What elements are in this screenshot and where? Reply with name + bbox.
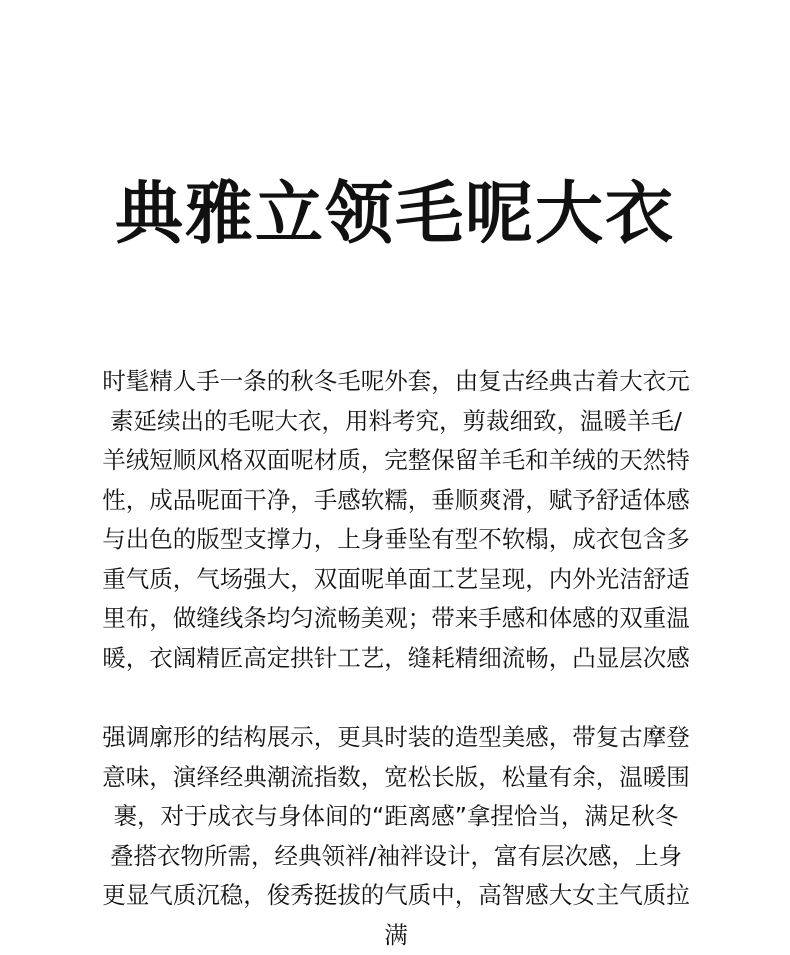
paragraph-line: 重气质，气场强大，双面呢单面工艺呈现，内外光洁舒适 (102, 564, 690, 593)
description-paragraph-1 (83, 362, 709, 678)
paragraph-line: 里布，做缝线条均匀流畅美观；带来手感和体感的双重温 (102, 604, 690, 632)
paragraph-line: 素延续出的毛呢大衣，用料考究，剪裁细致，温暖羊毛/ (110, 406, 682, 435)
paragraph-line: 时髦精人手一条的秋冬毛呢外套，由复古经典古着大衣元 (102, 367, 690, 395)
paragraph-line: 性，成品呢面干净，手感软糯，垂顺爽滑，赋予舒适体感 (102, 485, 690, 514)
paragraph-line: 更显气质沉稳，俊秀挺拔的气质中，高智感大女主气质拉 (102, 881, 690, 909)
page-title: 典雅立领毛呢大衣 (114, 175, 675, 254)
paragraph-line: 叠搭衣物所需，经典领袢/袖袢设计，富有层次感，上身 (110, 841, 682, 870)
paragraph-line: 裹，对于成衣与身体间的“距离感”拿捏恰当，满足秋冬 (113, 802, 679, 830)
description-paragraph-2 (83, 718, 709, 955)
paragraph-line: 满 (384, 920, 408, 949)
paragraph-line: 羊绒短顺风格双面呢材质，完整保留羊毛和羊绒的天然特 (102, 446, 690, 474)
paragraph-line: 意味，演绎经典潮流指数，宽松长版，松量有余，温暖围 (102, 762, 690, 791)
paragraph-line: 强调廓形的结构展示，更具时装的造型美感，带复古摩登 (102, 723, 690, 751)
paragraph-line: 暖，衣阔精匠高定拱针工艺，缝耗精细流畅，凸显层次感 (102, 643, 690, 672)
paragraph-line: 与出色的版型支撑力，上身垂坠有型不软榻，成衣包含多 (102, 525, 690, 553)
